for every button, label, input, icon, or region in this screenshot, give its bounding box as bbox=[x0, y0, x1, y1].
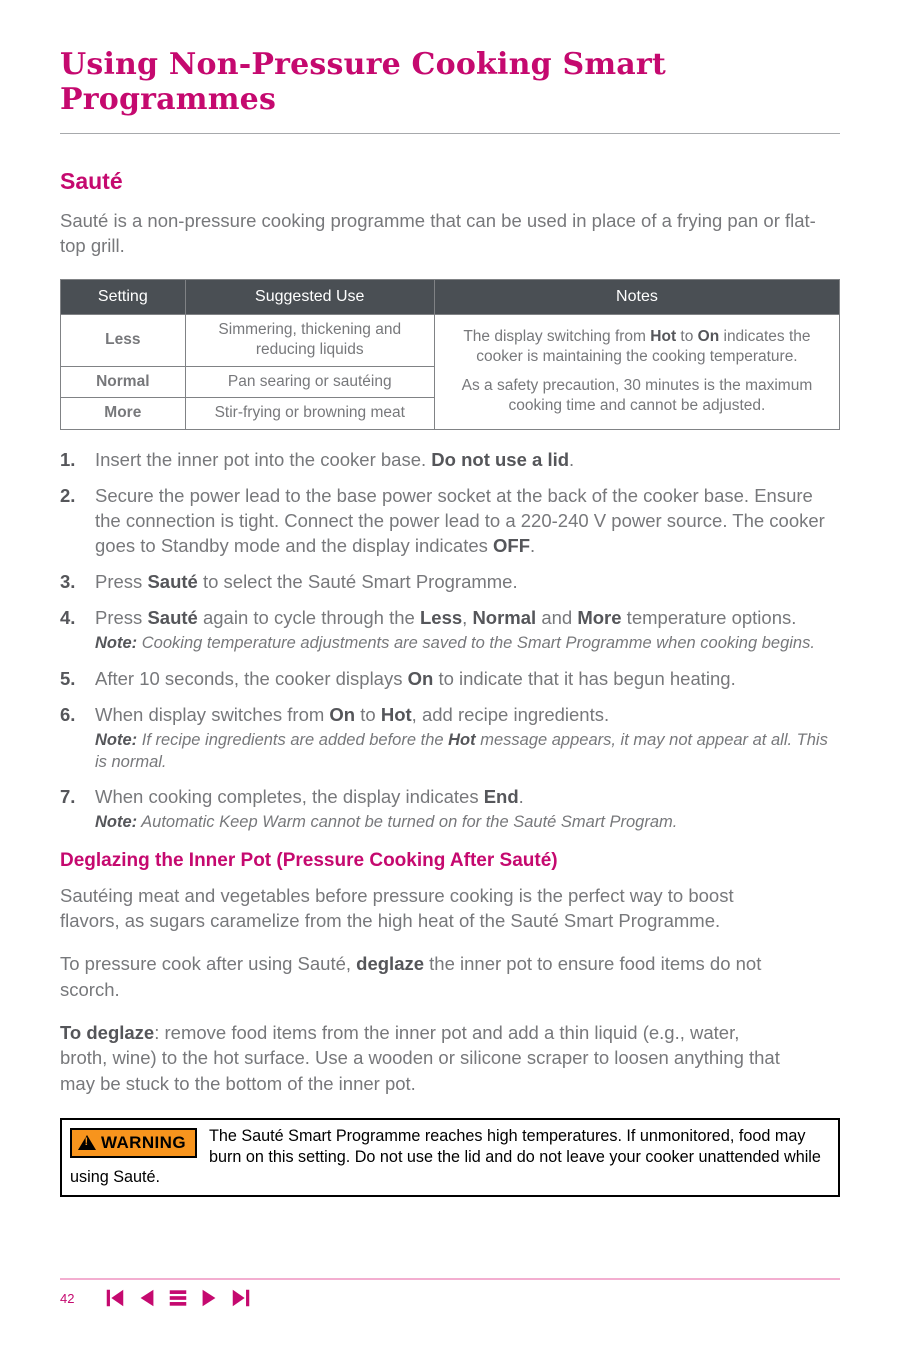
step-number: 6. bbox=[60, 704, 76, 726]
step-text: Press Sauté to select the Sauté Smart Programme. bbox=[95, 571, 518, 593]
step-text: After 10 seconds, the cooker displays On to indicate that it has begun heating. bbox=[95, 667, 736, 689]
page-title: Using Non-Pressure Cooking Smart Programmes bbox=[60, 48, 840, 134]
setting-more: More bbox=[61, 398, 186, 430]
previous-page-icon bbox=[136, 1287, 158, 1309]
use-normal: Pan searing or sautéing bbox=[185, 366, 434, 397]
table-row bbox=[61, 314, 840, 366]
step-main-text: When cooking completes, the display indicates End. bbox=[95, 786, 524, 808]
step-text bbox=[95, 605, 815, 655]
step-text bbox=[95, 702, 840, 773]
step-text bbox=[95, 784, 677, 834]
setting-normal: Normal bbox=[61, 366, 186, 397]
step-number: 3. bbox=[60, 571, 76, 593]
menu-icon bbox=[167, 1287, 189, 1309]
instruction-steps bbox=[60, 447, 840, 834]
section-heading-saute: Sauté bbox=[60, 168, 123, 194]
step-number: 1. bbox=[60, 448, 76, 470]
step-number: 7. bbox=[60, 786, 76, 808]
step-item-3 bbox=[60, 569, 840, 594]
next-page-icon bbox=[198, 1287, 220, 1309]
deglazing-paragraph-2: To pressure cook after using Sauté, deglaze the inner pot to ensure food items do not scorch. bbox=[60, 953, 762, 1000]
warning-label bbox=[70, 1128, 197, 1158]
footer-divider bbox=[60, 1278, 840, 1280]
page-footer bbox=[60, 1278, 840, 1309]
use-less: Simmering, thickening and reducing liquids bbox=[185, 314, 434, 366]
deglazing-heading: Deglazing the Inner Pot (Pressure Cooking After Sauté) bbox=[60, 849, 558, 871]
footer-nav-icons bbox=[103, 1287, 253, 1309]
notes-paragraph-2: As a safety precaution, 30 minutes is the maximum cooking time and cannot be adjusted. bbox=[461, 376, 813, 415]
step-text: Secure the power lead to the base power socket at the back of the cooker base. Ensure the connection is tight. Connect the power lead to a 220-240 V power source. The cooker goes to Standby mode and the display indicates OFF. bbox=[95, 484, 825, 556]
deglazing-paragraph-3: To deglaze: remove food items from the inner pot and add a thin liquid (e.g., water, broth, wine) to the hot surface. Use a wooden or silicone scraper to loosen anything that may be stuck to the bottom of the inner pot. bbox=[60, 1022, 780, 1094]
step-number: 4. bbox=[60, 607, 76, 629]
step-item-4 bbox=[60, 605, 840, 655]
table-header-suggested-use: Suggested Use bbox=[185, 279, 434, 314]
notes-paragraph-1: The display switching from Hot to On indicates the cooker is maintaining the cooking temperature. bbox=[463, 327, 811, 366]
step-number: 5. bbox=[60, 667, 76, 689]
step-note: Note: If recipe ingredients are added before the Hot message appears, it may not appear at all. This is normal. bbox=[95, 731, 828, 771]
step-item-5 bbox=[60, 666, 840, 691]
warning-label-text: WARNING bbox=[101, 1133, 186, 1153]
footer-row bbox=[60, 1287, 840, 1309]
step-main-text: When display switches from On to Hot, add recipe ingredients. bbox=[95, 704, 610, 726]
table-header-setting: Setting bbox=[61, 279, 186, 314]
step-item-1 bbox=[60, 447, 840, 472]
step-number: 2. bbox=[60, 484, 76, 506]
use-more: Stir-frying or browning meat bbox=[185, 398, 434, 430]
deglazing-paragraph-1: Sautéing meat and vegetables before pressure cooking is the perfect way to boost flavors, as sugars caramelize from the high heat of the Sauté Smart Programme. bbox=[60, 884, 734, 931]
last-page-icon bbox=[229, 1287, 253, 1309]
table-header-notes: Notes bbox=[434, 279, 839, 314]
step-text: Insert the inner pot into the cooker base. Do not use a lid. bbox=[95, 448, 575, 470]
warning-triangle-icon bbox=[78, 1135, 96, 1150]
warning-box bbox=[60, 1118, 840, 1197]
step-note: Note: Cooking temperature adjustments are saved to the Smart Programme when cooking begins. bbox=[95, 634, 815, 653]
setting-less: Less bbox=[61, 314, 186, 366]
step-main-text: Press Sauté again to cycle through the Less, Normal and More temperature options. bbox=[95, 607, 797, 629]
saute-settings-table bbox=[60, 279, 840, 430]
saute-intro-paragraph: Sauté is a non-pressure cooking programme that can be used in place of a frying pan or flat-top grill. bbox=[60, 210, 816, 257]
step-item-6 bbox=[60, 702, 840, 773]
table-notes-cell bbox=[434, 314, 839, 429]
first-page-icon bbox=[103, 1287, 127, 1309]
step-item-7 bbox=[60, 784, 840, 834]
page-number: 42 bbox=[60, 1290, 75, 1306]
table-header-row bbox=[61, 279, 840, 314]
step-note: Note: Automatic Keep Warm cannot be turned on for the Sauté Smart Program. bbox=[95, 813, 678, 832]
step-item-2 bbox=[60, 483, 840, 558]
warning-text: The Sauté Smart Programme reaches high temperatures. If unmonitored, food may burn on this setting. Do not use the lid and do not leave your cooker unattended while using Sauté. bbox=[70, 1127, 821, 1187]
